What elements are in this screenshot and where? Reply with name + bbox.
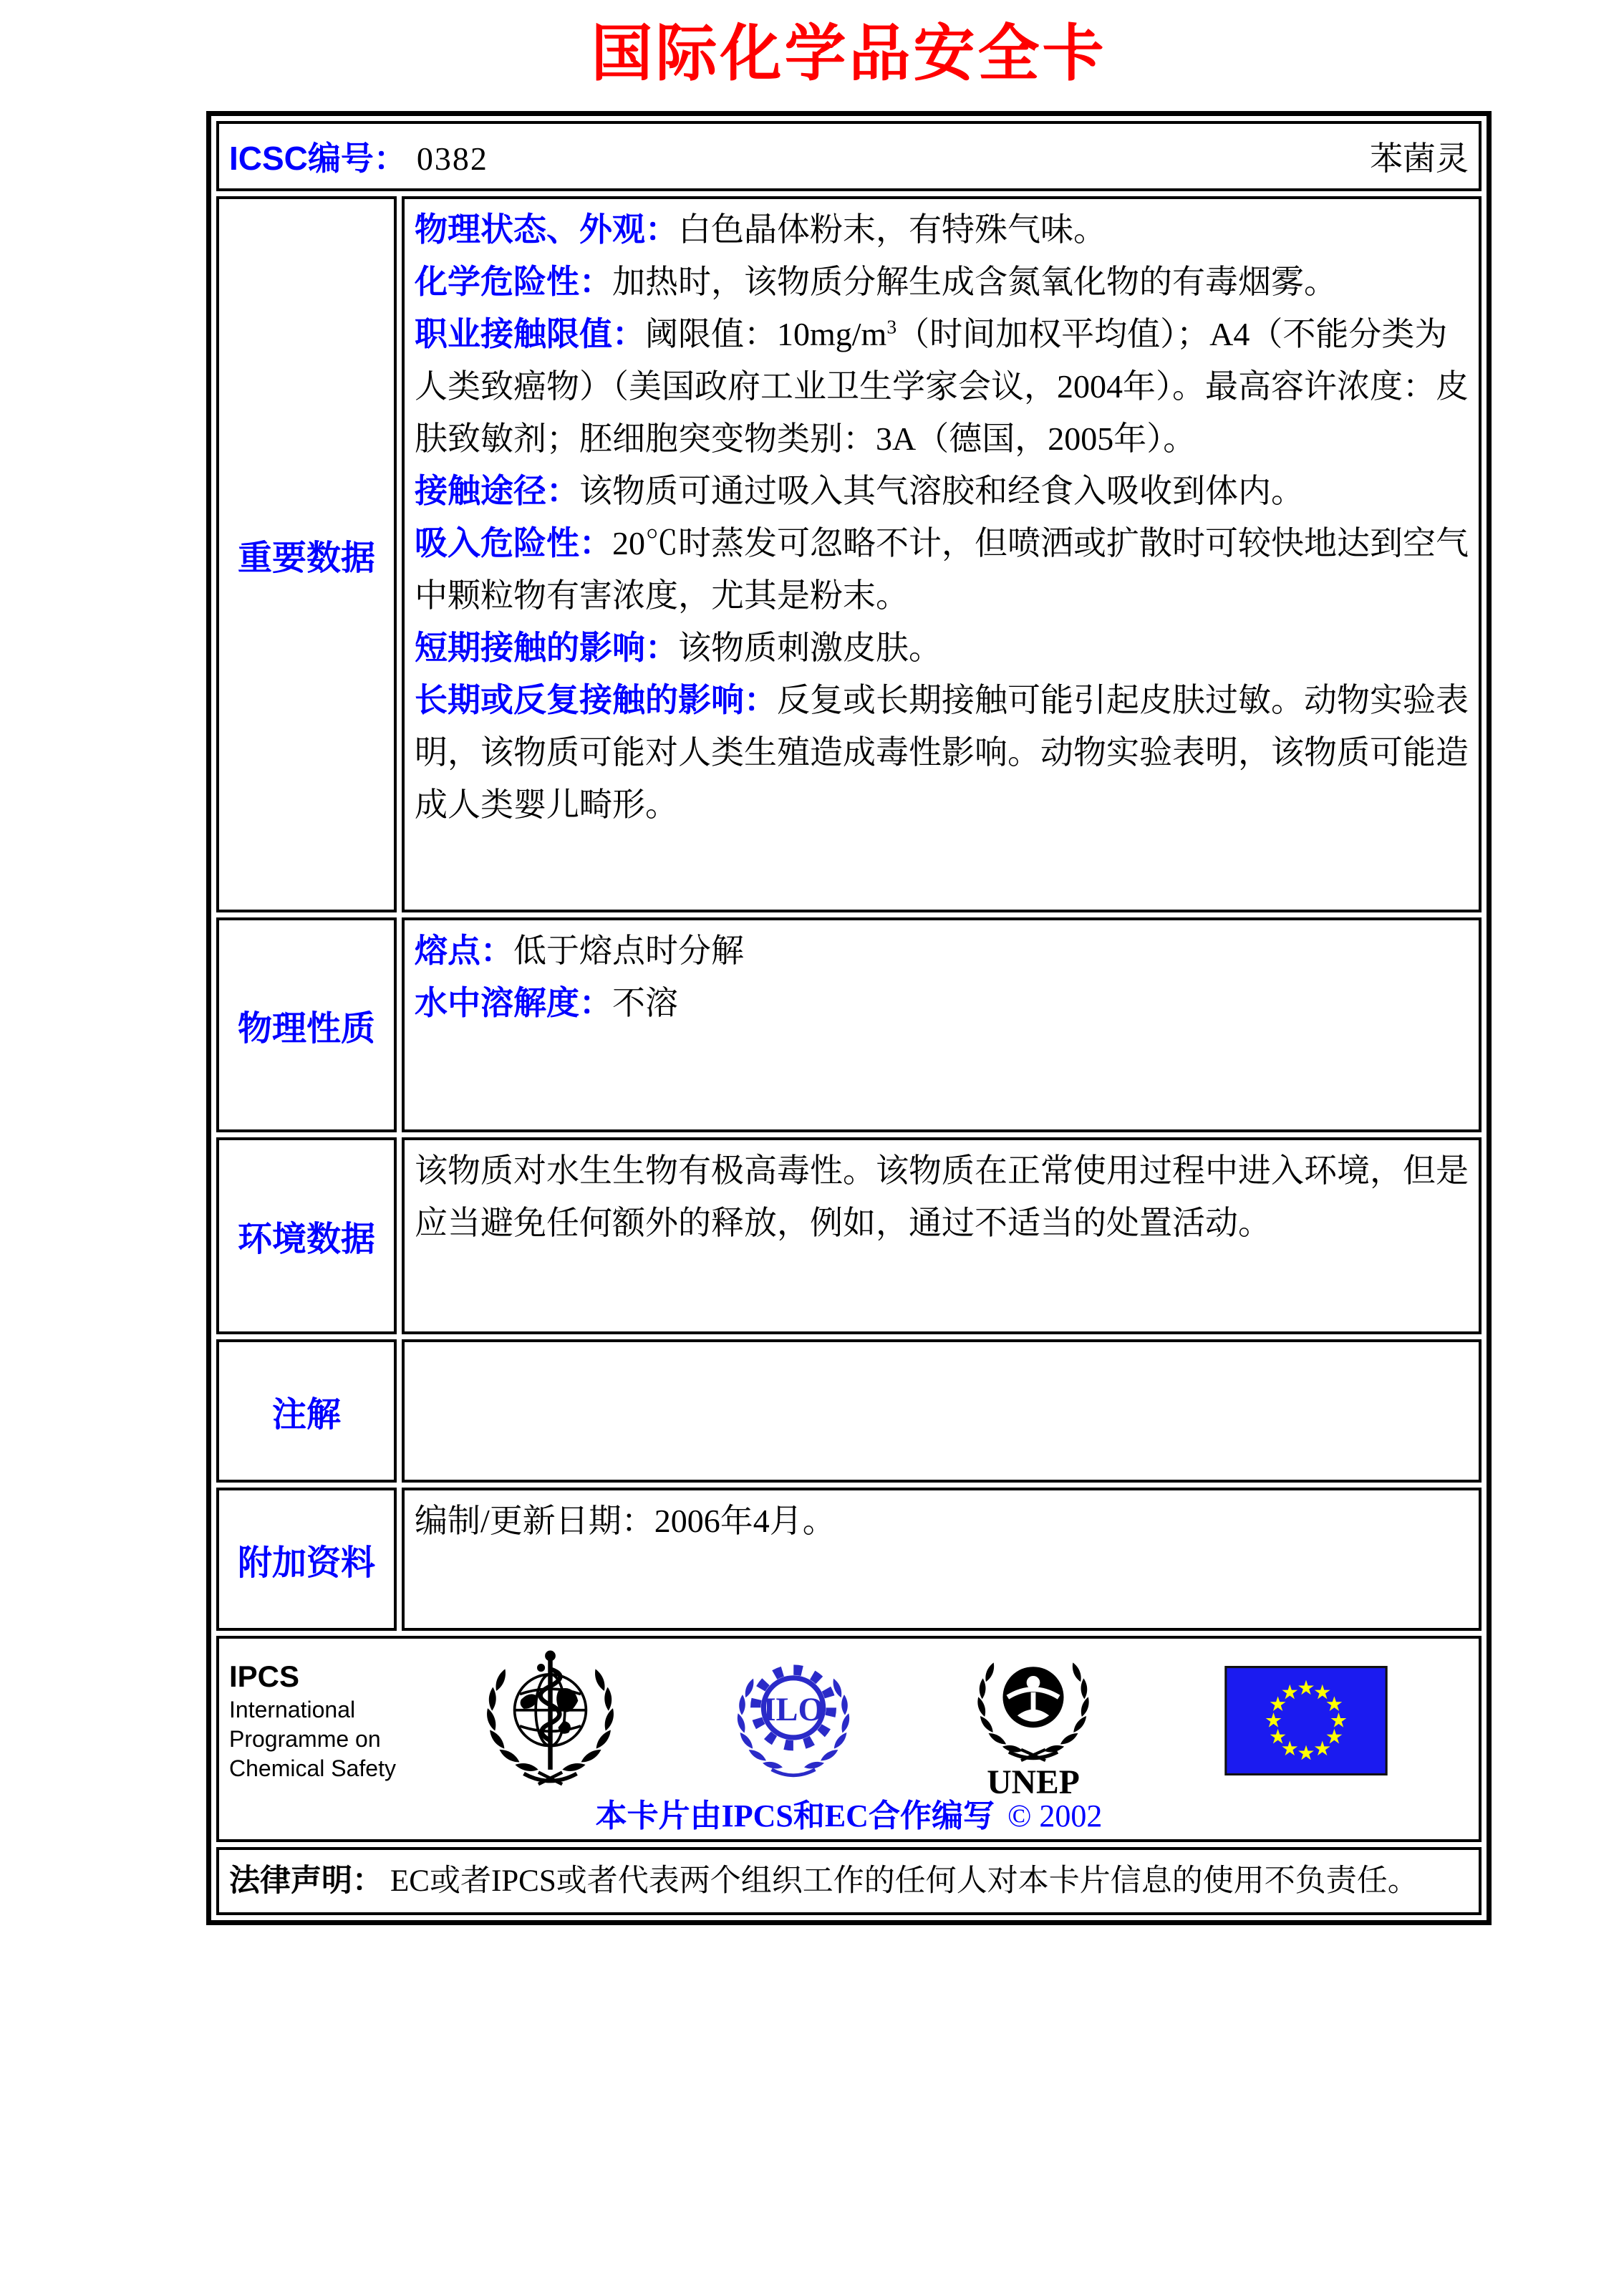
field-chemical-danger xyxy=(415,256,1469,308)
logos-cell xyxy=(216,1636,1482,1842)
additional-info-text: 编制/更新日期：2006年4月。 xyxy=(415,1503,836,1539)
legal-label: 法律声明： xyxy=(229,1864,383,1898)
row-important-data xyxy=(216,196,1482,912)
field-label: 物理状态、外观： xyxy=(415,211,678,248)
field-label: 接触途径： xyxy=(415,472,579,509)
row-notes xyxy=(216,1339,1482,1483)
field-label: 化学危险性： xyxy=(415,263,612,300)
additional-info-cell xyxy=(402,1488,1482,1631)
unep-letters: UNEP xyxy=(987,1764,1080,1798)
ilo-letters: ILO xyxy=(763,1692,824,1728)
field-value: 该物质刺激皮肤。 xyxy=(678,630,942,666)
field-exposure-routes xyxy=(415,465,1469,517)
environmental-data-cell xyxy=(402,1137,1482,1334)
field-value: 白色晶体粉末，有特殊气味。 xyxy=(678,211,1106,248)
notes-cell xyxy=(402,1339,1482,1483)
field-value: 该物质可通过吸入其气溶胶和经食入吸收到体内。 xyxy=(579,473,1304,509)
field-melting-point xyxy=(415,925,1469,977)
who-logo-icon xyxy=(484,1647,617,1795)
legal-text: EC或者IPCS或者代表两个组织工作的任何人对本卡片信息的使用不负责任。 xyxy=(390,1864,1418,1898)
row-label-environmental-data: 环境数据 xyxy=(216,1137,397,1334)
ipcs-line3: Chemical Safety xyxy=(229,1755,396,1781)
field-label: 吸入危险性： xyxy=(415,524,612,562)
row-additional-info xyxy=(216,1488,1482,1631)
field-label: 水中溶解度： xyxy=(415,984,612,1021)
icsc-table xyxy=(206,111,1492,1925)
icsc-number-group xyxy=(229,132,488,180)
ipcs-acronym: IPCS xyxy=(229,1659,300,1693)
superscript-3: 3 xyxy=(886,315,897,338)
field-value-pre: 阈限值：10mg/m xyxy=(645,316,887,352)
page-title: 国际化学品安全卡 xyxy=(591,19,1107,88)
row-logos xyxy=(216,1636,1482,1842)
ipcs-line2: Programme on xyxy=(229,1725,381,1752)
icsc-number-label: ICSC编号： xyxy=(229,140,407,177)
field-label: 职业接触限值： xyxy=(415,315,645,352)
field-short-term-effects xyxy=(415,622,1469,674)
field-label: 熔点： xyxy=(415,932,513,969)
ipcs-line1: International xyxy=(229,1696,356,1722)
field-inhalation-risk xyxy=(415,517,1469,622)
row-label-additional-info: 附加资料 xyxy=(216,1488,397,1631)
environmental-data-text: 该物质对水生生物有极高毒性。该物质在正常使用过程中进入环境，但是应当避免任何额外的释放，例如，通过不适当的处置活动。 xyxy=(415,1152,1469,1241)
icsc-number-value: 0382 xyxy=(416,140,488,177)
field-value: 不溶 xyxy=(612,985,678,1021)
credit-line-group xyxy=(229,1799,1469,1833)
header-cell xyxy=(216,121,1482,191)
row-legal xyxy=(216,1847,1482,1915)
physical-properties-cell xyxy=(402,917,1482,1132)
field-water-solubility xyxy=(415,977,1469,1029)
row-label-important-data: 重要数据 xyxy=(216,196,397,912)
unep-logo-icon xyxy=(972,1642,1094,1798)
field-physical-state xyxy=(415,203,1469,256)
credit-line: 本卡片由IPCS和EC合作编写 xyxy=(595,1798,995,1833)
important-data-cell xyxy=(402,196,1482,912)
field-value: 20℃时蒸发可忽略不计，但喷洒或扩散时可较快地达到空气中颗粒物有害浓度，尤其是粉末。 xyxy=(415,525,1469,614)
copyright: © 2002 xyxy=(1007,1798,1103,1833)
field-label: 短期接触的影响： xyxy=(415,629,678,666)
field-occupational-exposure-limit xyxy=(415,308,1469,465)
row-label-notes: 注解 xyxy=(216,1339,397,1483)
ipcs-block xyxy=(229,1658,415,1783)
field-value-post: （时间加权平均值）；A4（不能分类为人类致癌物）（美国政府工业卫生学家会议，2004年）。最高容许浓度：皮肤致敏剂；胚细胞突变物类别：3A（德国，2005年）。 xyxy=(415,316,1469,457)
ilo-logo-icon xyxy=(736,1649,851,1791)
field-value: 低于熔点时分解 xyxy=(513,933,744,969)
row-environmental-data xyxy=(216,1137,1482,1334)
row-label-physical-properties: 物理性质 xyxy=(216,917,397,1132)
field-value: 反复或长期接触可能引起皮肤过敏。动物实验表明，该物质可能对人类生殖造成毒性影响。动物实验表明，该物质可能造成人类婴儿畸形。 xyxy=(415,682,1469,823)
legal-cell xyxy=(216,1847,1482,1915)
header-row xyxy=(216,121,1482,191)
field-value: 加热时，该物质分解生成含氮氧化物的有毒烟雾。 xyxy=(612,264,1337,300)
eu-flag-icon xyxy=(1224,1666,1388,1775)
field-long-term-effects xyxy=(415,674,1469,831)
chemical-name: 苯菌灵 xyxy=(1370,140,1469,177)
field-label: 长期或反复接触的影响： xyxy=(415,681,777,718)
row-physical-properties xyxy=(216,917,1482,1132)
